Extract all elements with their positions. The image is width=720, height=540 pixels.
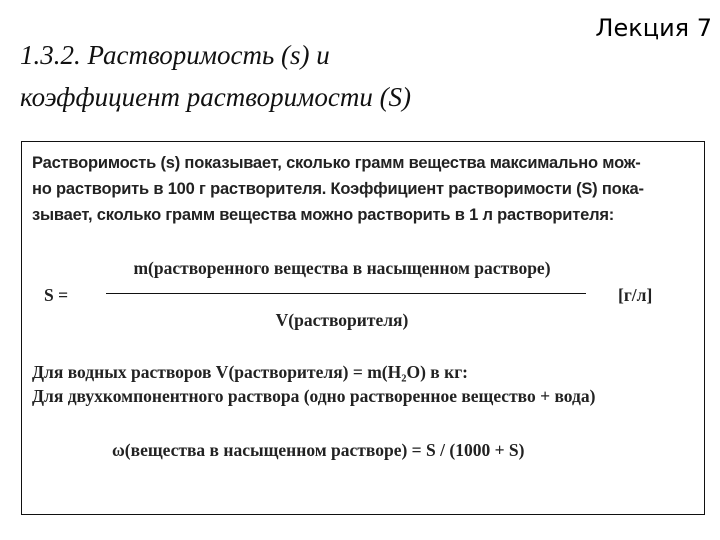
slide-title [20, 34, 580, 118]
formula-lhs: S = [44, 285, 69, 305]
note-line: Для водных растворов V(растворителя) = m(H₂O) в кг: [32, 362, 468, 382]
formula-numerator: m(растворенного вещества в насыщенном растворе) [133, 258, 551, 278]
fraction-line [106, 293, 586, 294]
note-line: Для двухкомпонентного раствора (одно растворенное вещество + вода) [32, 386, 596, 406]
mass-fraction-formula: ω(вещества в насыщенном растворе) = S / (1000 + S) [112, 440, 525, 460]
formula-denominator: V(растворителя) [275, 310, 409, 330]
slide-title-line-2: коэффициент растворимости (S) [20, 82, 412, 112]
intro-line: зывает, сколько грамм вещества можно растворить в 1 л растворителя: [32, 206, 615, 224]
intro-line: Растворимость (s) показывает, сколько грамм вещества максимально мож- [32, 154, 641, 172]
definition-box [21, 141, 705, 515]
intro-paragraph [32, 150, 692, 228]
intro-line: но растворить в 100 г растворителя. Коэффициент растворимости (S) пока- [32, 180, 644, 198]
slide-title-line-1: 1.3.2. Растворимость (s) и [20, 40, 330, 70]
notes [32, 360, 692, 408]
lecture-number: Лекция 7 [595, 14, 712, 42]
formula-unit: [г/л] [618, 285, 653, 305]
